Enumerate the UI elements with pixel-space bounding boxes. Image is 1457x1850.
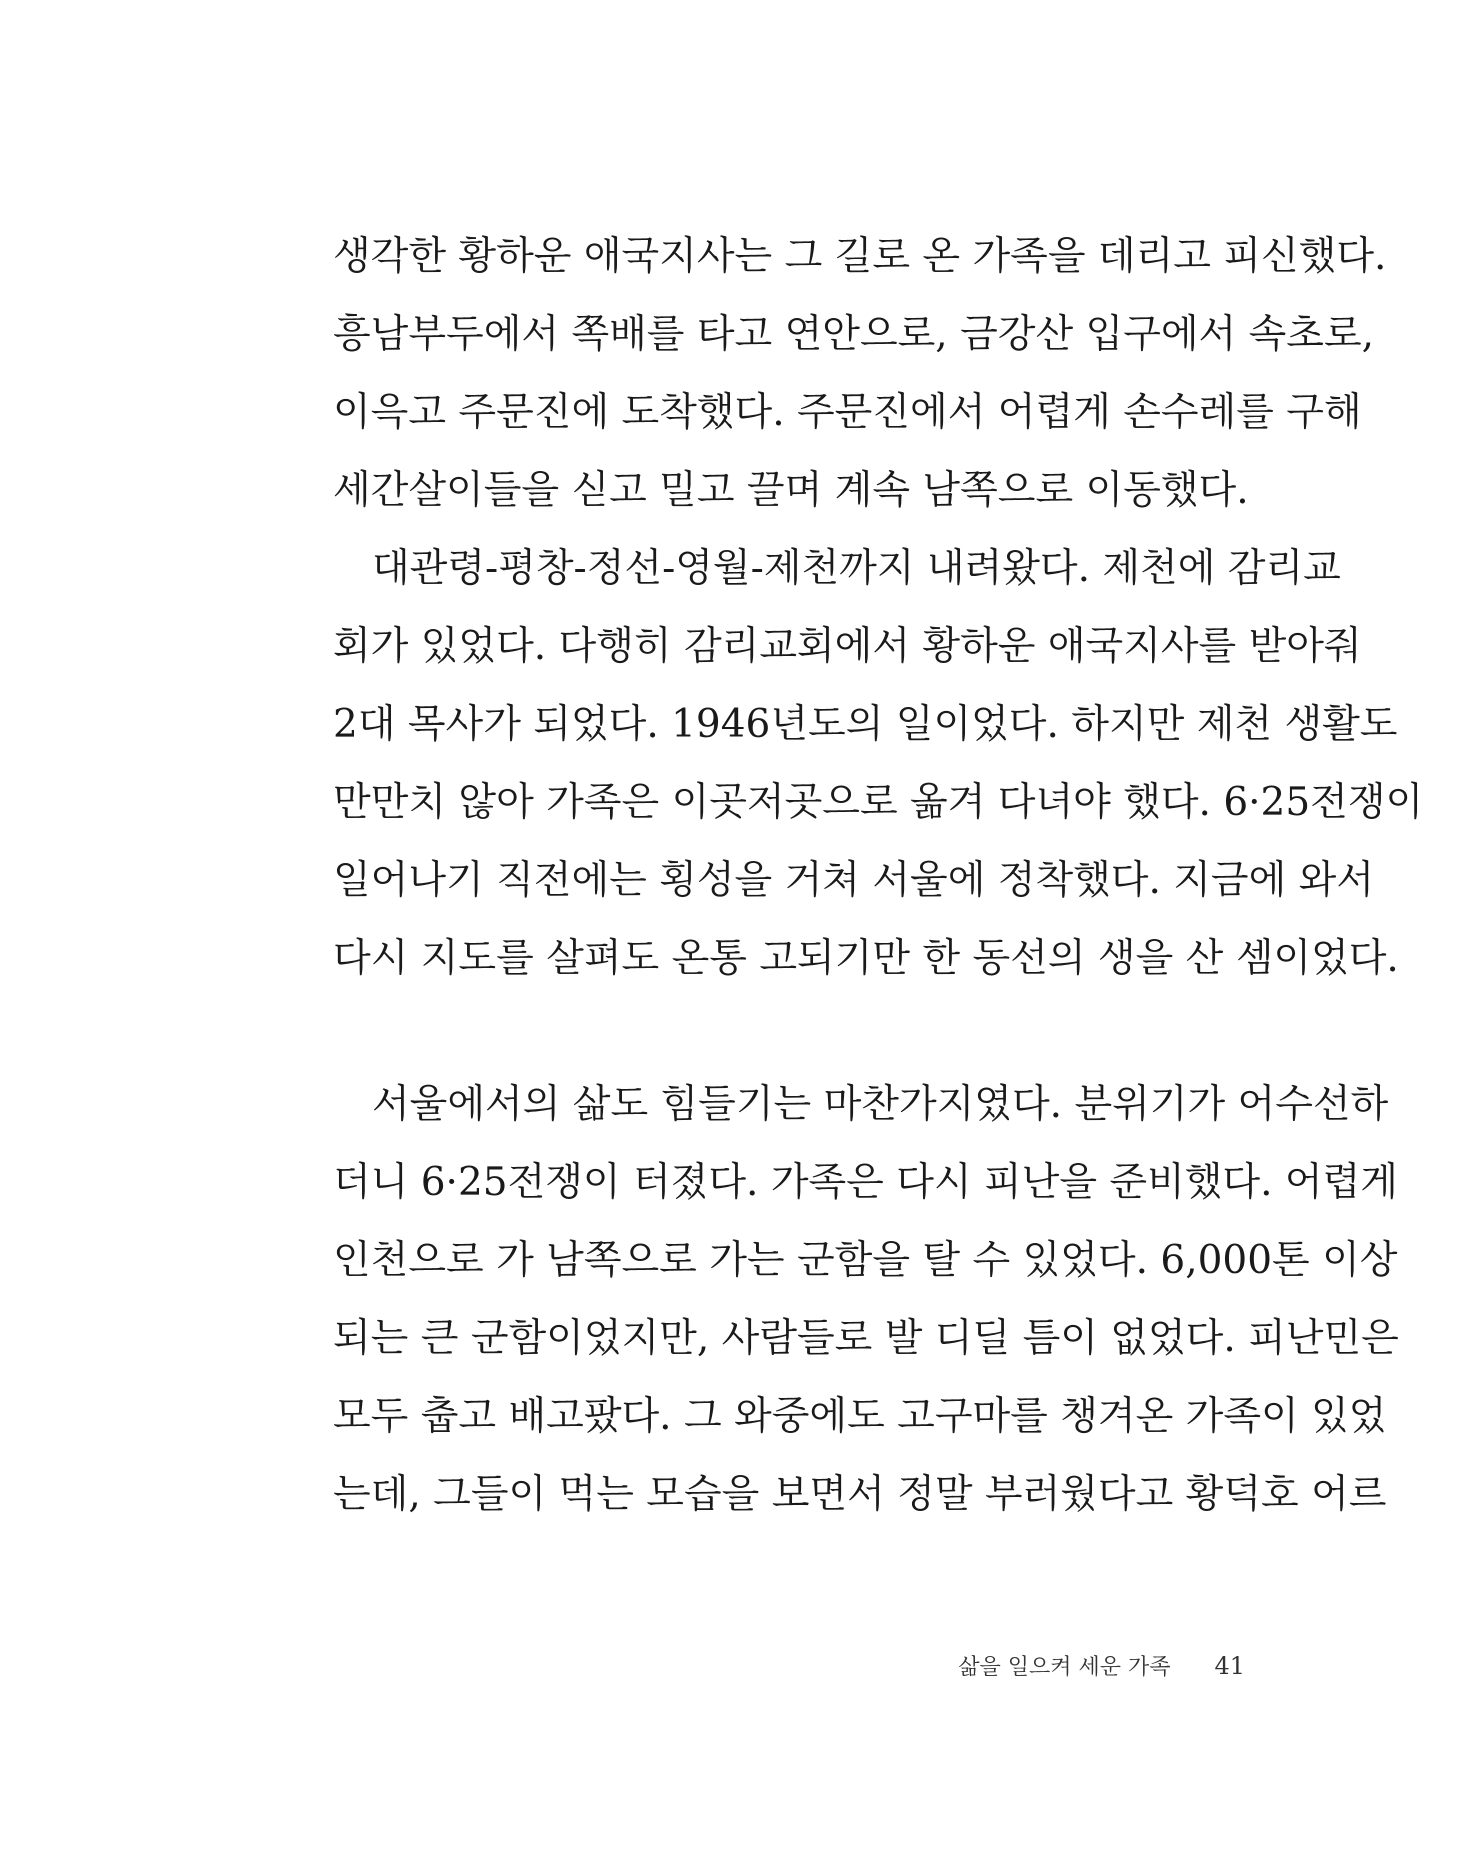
text-line: 2대 목사가 되었다. 1946년도의 일이었다. 하지만 제천 생활도 bbox=[333, 702, 1398, 747]
paragraph-3 bbox=[333, 1066, 1399, 1534]
text-line: 다시 지도를 살펴도 온통 고되기만 한 동선의 생을 산 셈이었다. bbox=[333, 936, 1399, 981]
body-text-bottom bbox=[333, 1066, 1399, 1534]
text-line: 되는 큰 군함이었지만, 사람들로 발 디딜 틈이 없었다. 피난민은 bbox=[333, 1316, 1399, 1361]
text-line: 만만치 않아 가족은 이곳저곳으로 옮겨 다녀야 했다. 6·25전쟁이 bbox=[333, 780, 1424, 825]
paragraph-2 bbox=[333, 530, 1424, 998]
text-line: 세간살이들을 싣고 밀고 끌며 계속 남쪽으로 이동했다. bbox=[333, 468, 1249, 513]
text-line: 이윽고 주문진에 도착했다. 주문진에서 어렵게 손수레를 구해 bbox=[333, 390, 1362, 435]
text-line: 흥남부두에서 쪽배를 타고 연안으로, 금강산 입구에서 속초로, bbox=[333, 312, 1375, 357]
text-line: 모두 춥고 배고팠다. 그 와중에도 고구마를 챙겨온 가족이 있었 bbox=[333, 1394, 1387, 1439]
text-line: 일어나기 직전에는 횡성을 거쳐 서울에 정착했다. 지금에 와서 bbox=[333, 858, 1375, 903]
text-line: 회가 있었다. 다행히 감리교회에서 황하운 애국지사를 받아줘 bbox=[333, 624, 1362, 669]
text-line: 는데, 그들이 먹는 모습을 보면서 정말 부러웠다고 황덕호 어르 bbox=[333, 1472, 1387, 1517]
text-line: 서울에서의 삶도 힘들기는 마찬가지였다. 분위기가 어수선하 bbox=[333, 1082, 1389, 1127]
body-text-top bbox=[333, 218, 1424, 998]
text-line: 생각한 황하운 애국지사는 그 길로 온 가족을 데리고 피신했다. bbox=[333, 234, 1387, 279]
text-line: 더니 6·25전쟁이 터졌다. 가족은 다시 피난을 준비했다. 어렵게 bbox=[333, 1160, 1398, 1205]
text-line: 인천으로 가 남쪽으로 가는 군함을 탈 수 있었다. 6,000톤 이상 bbox=[333, 1238, 1398, 1283]
running-title: 삶을 일으켜 세운 가족 bbox=[958, 1655, 1171, 1680]
page-number: 41 bbox=[1214, 1652, 1245, 1680]
page-footer bbox=[958, 1646, 1245, 1686]
paragraph-1 bbox=[333, 218, 1387, 530]
text-line: 대관령-평창-정선-영월-제천까지 내려왔다. 제천에 감리교 bbox=[333, 546, 1341, 591]
